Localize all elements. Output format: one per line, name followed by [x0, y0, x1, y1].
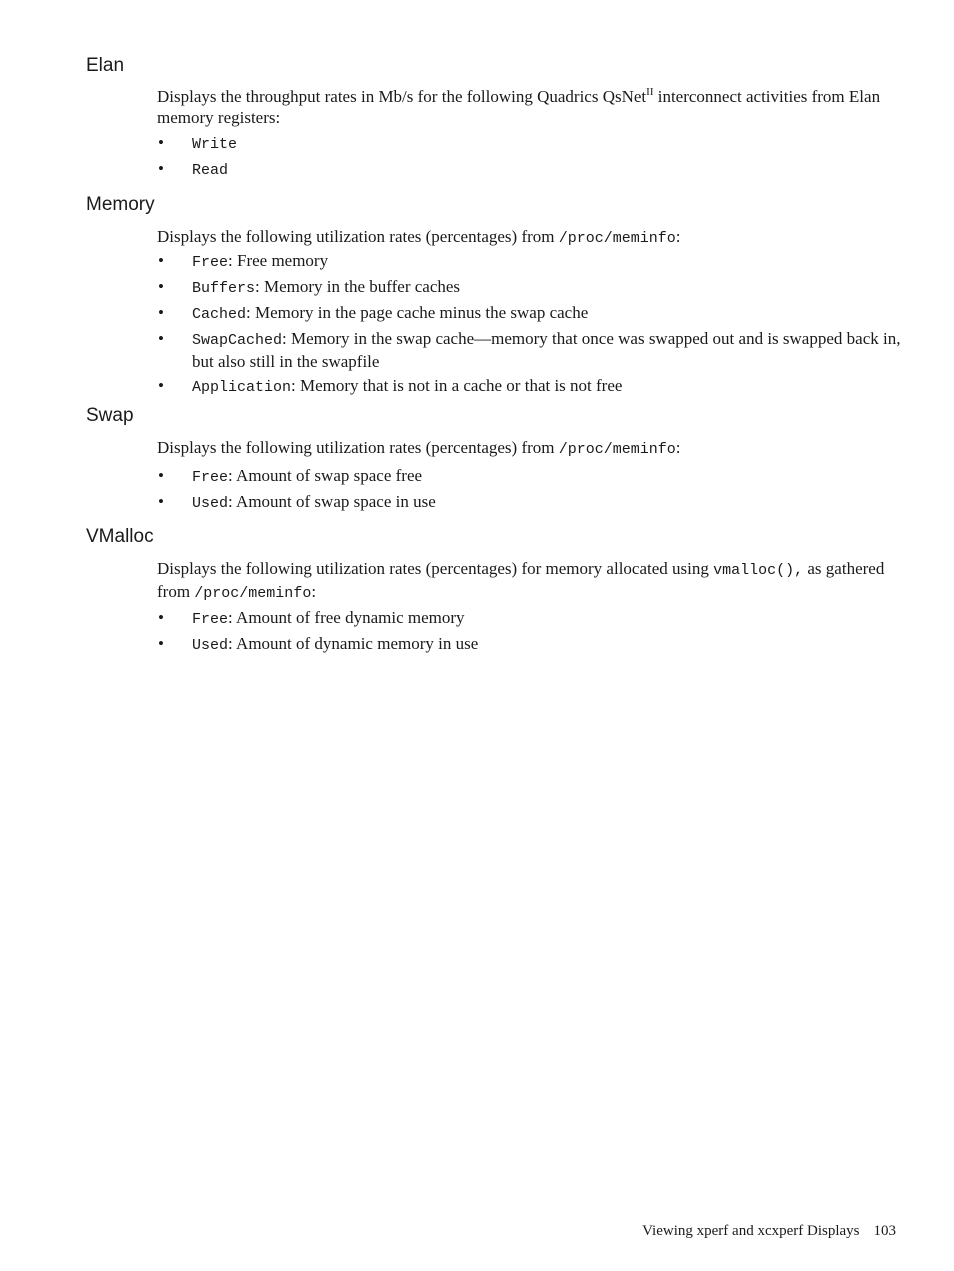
item-description: : Memory that is not in a cache or that is not free — [291, 376, 623, 395]
list-item — [157, 302, 902, 325]
intro-text: : — [675, 438, 681, 457]
bullet-icon: • — [158, 133, 164, 152]
code-term: Used — [192, 637, 229, 654]
item-description: : Amount of free dynamic memory — [228, 608, 465, 627]
intro-text: Displays the following utilization rates (percentages) from — [157, 227, 559, 246]
section-heading-vmalloc: VMalloc — [86, 526, 154, 547]
code-term: Free — [192, 611, 229, 628]
code-term: Read — [192, 162, 229, 179]
section-intro-vmalloc — [157, 558, 902, 604]
item-description: : Free memory — [228, 251, 329, 270]
code-term: /proc/meminfo — [558, 230, 676, 247]
list-item — [157, 132, 902, 155]
list-item — [157, 328, 902, 372]
item-description: : Amount of swap space in use — [228, 492, 436, 511]
section-heading-elan: Elan — [86, 55, 125, 76]
list-item — [157, 276, 902, 299]
section-heading-swap: Swap — [86, 405, 134, 426]
bullet-list-vmalloc — [157, 607, 902, 659]
intro-text: : — [675, 227, 681, 246]
code-term: /proc/meminfo — [558, 441, 676, 458]
bullet-icon: • — [158, 608, 164, 627]
intro-text: Displays the throughput rates in Mb/s for the following Quadrics QsNet — [157, 87, 647, 106]
bullet-icon: • — [158, 466, 164, 485]
section-intro-swap — [157, 437, 902, 460]
code-term: Free — [192, 254, 229, 271]
intro-text: Displays the following utilization rates (percentages) for memory allocated using — [157, 559, 714, 578]
code-term: vmalloc(), — [713, 562, 804, 579]
item-description: : Amount of dynamic memory in use — [228, 634, 479, 653]
list-item — [157, 491, 902, 514]
bullet-list-swap — [157, 465, 902, 517]
bullet-icon: • — [158, 277, 164, 296]
list-item — [157, 158, 902, 181]
list-item — [157, 607, 902, 630]
intro-text: : — [311, 582, 317, 601]
section-intro-memory — [157, 226, 902, 249]
intro-text: Displays the following utilization rates (percentages) from — [157, 438, 559, 457]
code-term: Free — [192, 469, 229, 486]
code-term: Cached — [192, 306, 247, 323]
code-term: Buffers — [192, 280, 256, 297]
section-intro-elan — [157, 86, 902, 128]
list-item — [157, 375, 902, 398]
footer-title: Viewing xperf and xcxperf Displays — [642, 1223, 860, 1239]
page-footer — [642, 1222, 896, 1240]
bullet-icon: • — [158, 492, 164, 511]
superscript: II — [646, 86, 654, 98]
code-term: Application — [192, 379, 292, 396]
bullet-icon: • — [158, 303, 164, 322]
list-item — [157, 250, 902, 273]
bullet-icon: • — [158, 159, 164, 178]
section-heading-memory: Memory — [86, 194, 155, 215]
intro-text: as gathered from — [157, 559, 885, 601]
code-term: SwapCached — [192, 332, 283, 349]
list-item — [157, 465, 902, 488]
bullet-icon: • — [158, 251, 164, 270]
item-description: : Amount of swap space free — [228, 466, 423, 485]
page-number: 103 — [873, 1223, 896, 1239]
code-term: Write — [192, 136, 238, 153]
code-term: Used — [192, 495, 229, 512]
bullet-list-elan — [157, 132, 902, 184]
item-description: : Memory in the swap cache—memory that once was swapped out and is swapped back in, but also still in the swapfile — [192, 329, 901, 371]
bullet-list-memory — [157, 250, 902, 401]
intro-text: interconnect activities from Elan memory registers: — [157, 87, 881, 127]
code-term: /proc/meminfo — [194, 585, 312, 602]
item-description: : Memory in the page cache minus the swap cache — [246, 303, 589, 322]
item-description: : Memory in the buffer caches — [255, 277, 461, 296]
bullet-icon: • — [158, 376, 164, 395]
bullet-icon: • — [158, 329, 164, 348]
bullet-icon: • — [158, 634, 164, 653]
list-item — [157, 633, 902, 656]
